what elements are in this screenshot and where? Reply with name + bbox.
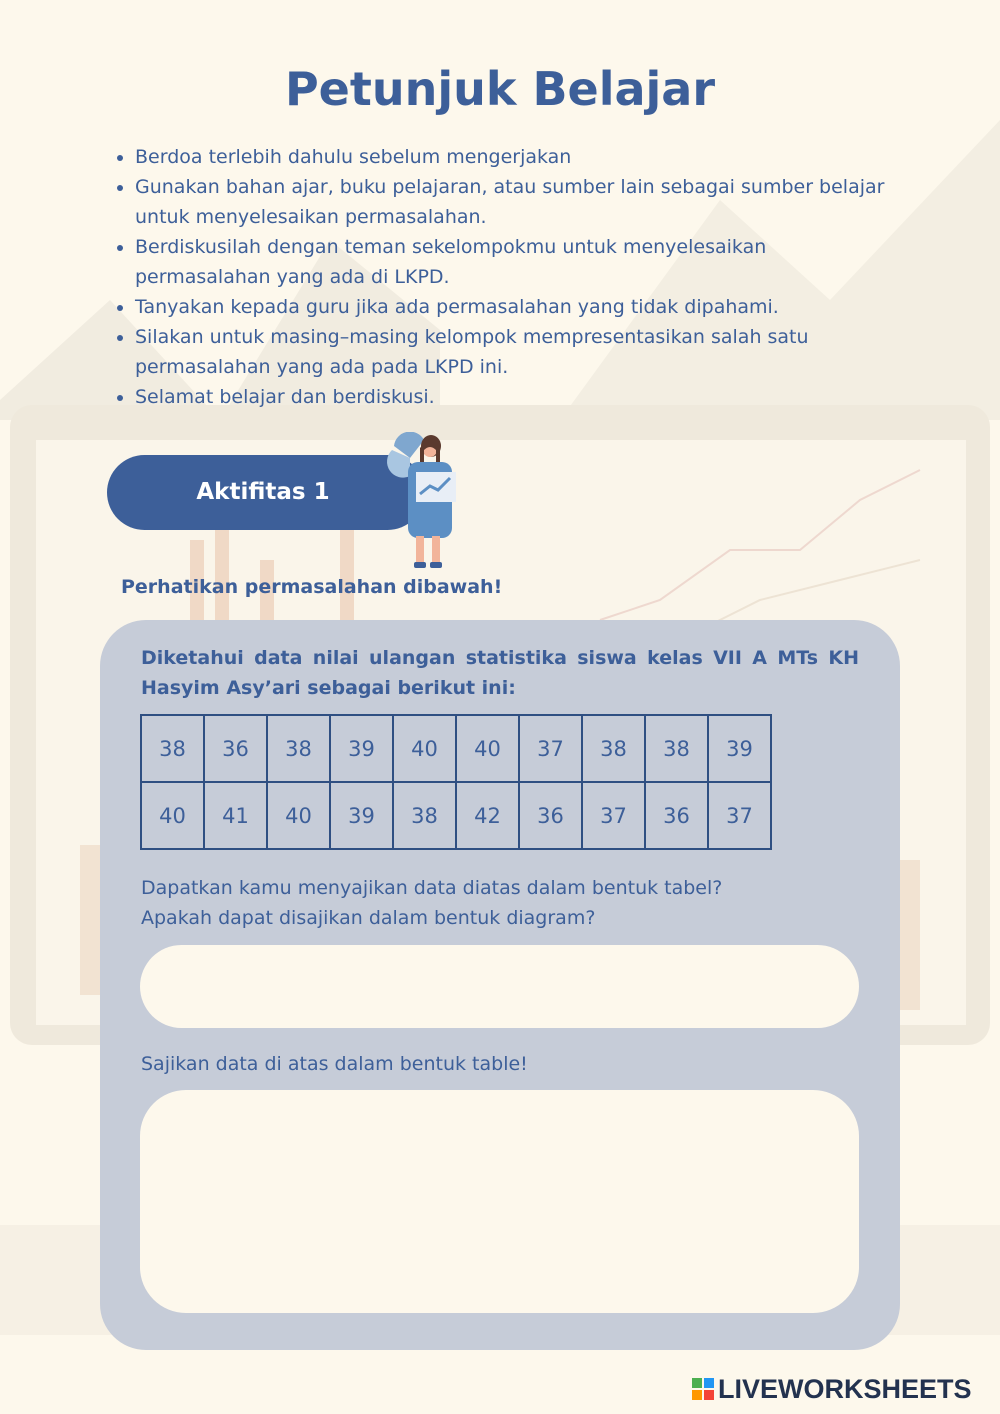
table-cell: 40 [141,782,204,849]
table-cell: 40 [267,782,330,849]
table-cell: 36 [519,782,582,849]
instruction-item: • Tanyakan kepada guru jika ada permasalahan yang tidak dipahami. [135,292,895,322]
table-cell: 41 [204,782,267,849]
brand-name: LIVEWORKSHEETS [718,1373,972,1404]
table-cell: 39 [330,715,393,782]
table-cell: 38 [645,715,708,782]
question-2: Sajikan data di atas dalam bentuk table! [141,1053,528,1075]
table-cell: 38 [141,715,204,782]
answer-1-input[interactable] [140,945,859,1028]
table-cell: 37 [582,782,645,849]
answer-2-textarea[interactable] [140,1090,859,1313]
instruction-item: • Selamat belajar dan berdiskusi. [135,382,895,412]
table-cell: 37 [708,782,771,849]
liveworksheets-logo-icon [692,1378,714,1400]
table-cell: 36 [204,715,267,782]
question-1-line-1: Dapatkan kamu menyajikan data diatas dalam bentuk tabel? [141,877,723,899]
activity-label: Aktifitas 1 [107,455,425,530]
instruction-item: • Silakan untuk masing–masing kelompok mempresentasikan salah satu permasalahan yang ada pada LKPD ini. [135,322,895,382]
score-data-table [140,714,772,850]
table-cell: 38 [582,715,645,782]
page-title: Petunjuk Belajar [284,62,716,116]
table-row [141,782,771,849]
question-1-line-2: Apakah dapat disajikan dalam bentuk diagram? [141,907,596,929]
problem-statement: Diketahui data nilai ulangan statistika siswa kelas VII A MTs KH Hasyim Asy’ari sebagai berikut ini: [141,647,859,699]
table-cell: 42 [456,782,519,849]
table-cell: 39 [708,715,771,782]
instruction-item: • Berdoa terlebih dahulu sebelum mengerjakan [135,142,895,172]
table-cell: 39 [330,782,393,849]
student-illustration [380,432,475,572]
table-cell: 38 [267,715,330,782]
instruction-item: • Berdiskusilah dengan teman sekelompokmu untuk menyelesaikan permasalahan yang ada di LKPD. [135,232,895,292]
instruction-item: • Gunakan bahan ajar, buku pelajaran, atau sumber lain sebagai sumber belajar untuk menyelesaikan permasalahan. [135,172,895,232]
table-row [141,715,771,782]
table-cell: 37 [519,715,582,782]
table-cell: 40 [456,715,519,782]
table-cell: 36 [645,782,708,849]
instruction-list [110,142,895,412]
activity-instruction: Perhatikan permasalahan dibawah! [121,576,503,598]
table-cell: 40 [393,715,456,782]
question-1 [141,873,841,933]
liveworksheets-branding [692,1374,972,1404]
table-cell: 38 [393,782,456,849]
